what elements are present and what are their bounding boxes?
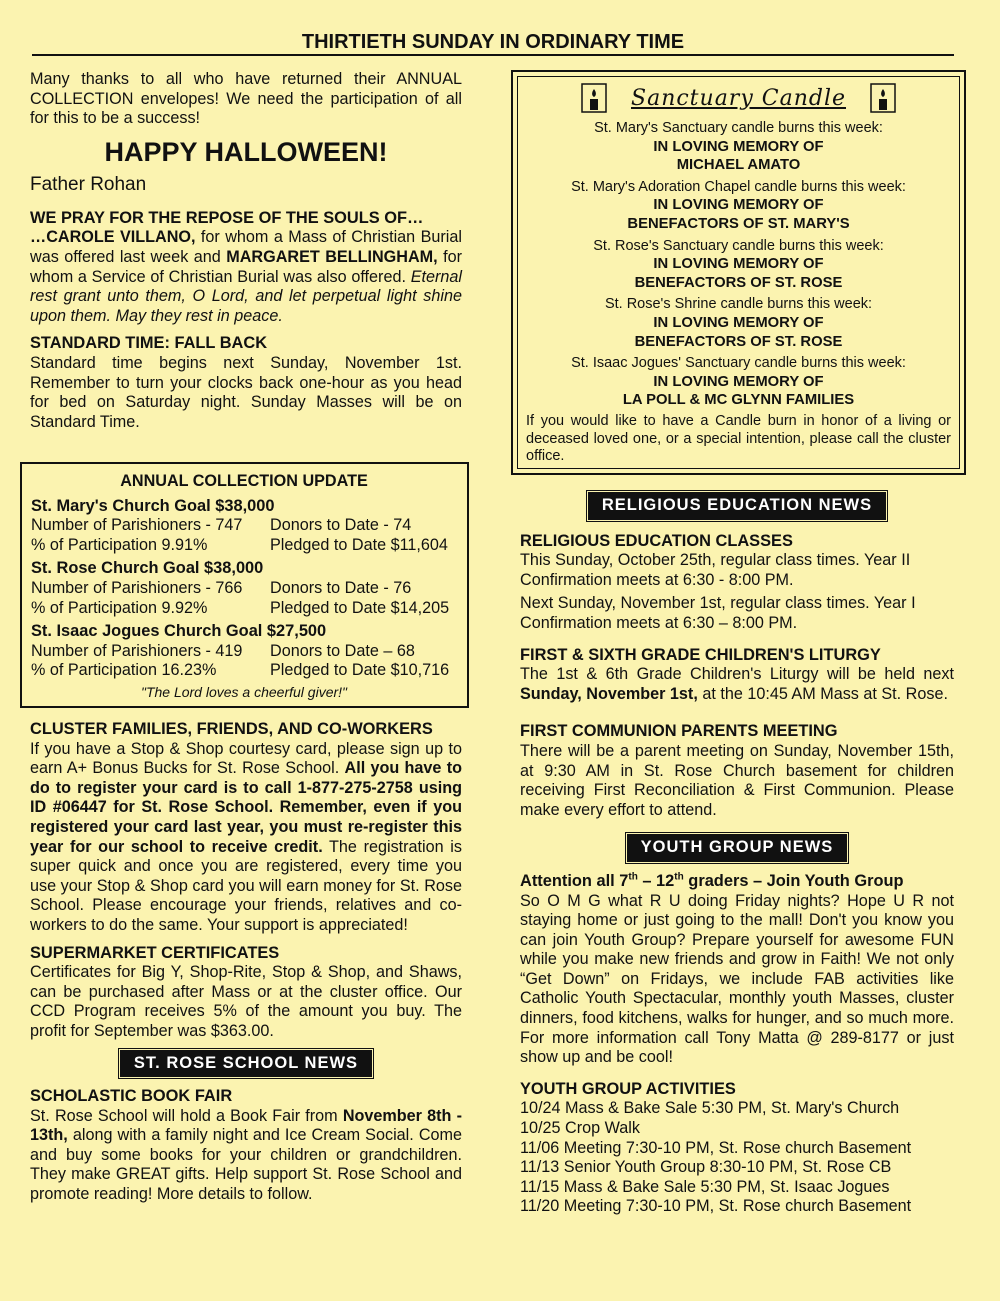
youth-heading <box>520 872 954 892</box>
candle-name: LA POLL & MC GLYNN FAMILIES <box>622 392 855 409</box>
candle-note: If you would like to have a Candle burn in honor of a living or deceased loved one, or a special intention, please call the cluster office. <box>526 412 951 465</box>
candle-line: St. Rose's Shrine candle burns this week: <box>604 296 873 313</box>
candle-icon <box>870 83 896 113</box>
book-fair-dates: November 8th - 13th, <box>30 1106 462 1145</box>
list-item: 11/15 Mass & Bake Sale 5:30 PM, St. Isaac Jogues <box>520 1177 890 1196</box>
church-goal: St. Rose Church Goal $38,000 <box>31 559 264 578</box>
candle-inner <box>517 76 960 469</box>
list-item: 11/13 Senior Youth Group 8:30-10 PM, St. Rose CB <box>520 1158 892 1177</box>
pledged: Pledged to Date $14,205 <box>270 598 450 617</box>
halloween-heading: HAPPY HALLOWEEN! <box>104 136 388 167</box>
youth-group-banner: YOUTH GROUP NEWS <box>627 834 848 862</box>
candle-entry <box>526 178 951 234</box>
candle-entry <box>526 295 951 351</box>
collection-church <box>31 497 457 556</box>
candle-memory: IN LOVING MEMORY OF <box>653 314 824 331</box>
candle-name: BENEFACTORS OF ST. MARY'S <box>627 215 850 232</box>
activities-list <box>520 1099 954 1217</box>
repose-body <box>30 228 462 326</box>
collection-heading: ANNUAL COLLECTION UPDATE <box>120 472 368 490</box>
candle-entry <box>526 237 951 293</box>
left-column-lower <box>30 720 462 1205</box>
cluster-text-2: The registration is super quick and once you are registered, every time you use your Stop & Shop card you will earn money for St. Rose School. Please encourage your friends, relatives and co-workers to do the same. Your support is appreciated! <box>30 837 462 934</box>
youth-heading-c: graders – Join Youth Group <box>683 871 904 890</box>
communion-body: There will be a parent meeting on Sunday, November 15th, at 9:30 AM in St. Rose Church basement for children receiving First Reconciliation & First Communion. Please make every effort to attend. <box>520 741 954 819</box>
liturgy-heading: FIRST & SIXTH GRADE CHILDREN'S LITURGY <box>520 645 881 664</box>
youth-heading-b: – 12 <box>637 871 675 890</box>
standard-time-body: Standard time begins next Sunday, November 1st. Remember to turn your clocks back one-hour as you head for bed on Saturday night. Sunday Masses will be on Standard Time. <box>30 353 462 431</box>
book-fair-heading: SCHOLASTIC BOOK FAIR <box>30 1087 233 1106</box>
youth-heading-a: Attention all 7 <box>520 871 629 890</box>
standard-time-heading: STANDARD TIME: FALL BACK <box>30 334 268 353</box>
repose-text-1: for whom a Mass of Christian Burial was offered last week and <box>30 228 462 266</box>
book-fair-body <box>30 1107 462 1205</box>
list-item: 11/06 Meeting 7:30-10 PM, St. Rose church Basement <box>520 1138 912 1157</box>
pledged: Pledged to Date $10,716 <box>270 661 450 680</box>
repose-name-1: …CAROLE VILLANO, <box>30 228 196 247</box>
supermarket-heading: SUPERMARKET CERTIFICATES <box>30 943 280 962</box>
parishioners: Number of Parishioners - 766 <box>31 578 243 597</box>
thanks-paragraph: Many thanks to all who have returned their ANNUAL COLLECTION envelopes! We need the participation of all for this to be a success! <box>30 70 462 128</box>
classes-p2: Next Sunday, November 1st, regular class times. Year I Confirmation meets at 6:30 – 8:00 PM. <box>520 594 916 632</box>
youth-body: So O M G what R U doing Friday nights? Hope U R not staying home or just going to the mall! Don't you know you can join Youth Group? Prepare yourself for awesome FUN while you make new friends and grow in Faith! We not only “Get Down” on Fridays, we include FAB activities like Catholic Youth Spectacular, monthly youth Masses, cluster dinners, food kitchens, walks for hunger, and so much more. For more information call Tony Matta @ 289-8177 or just show up and be cool! <box>520 891 954 1067</box>
candle-header <box>526 83 951 113</box>
candle-name: BENEFACTORS OF ST. ROSE <box>634 274 843 291</box>
annual-collection-box <box>20 462 469 708</box>
youth-sup-1: th <box>628 871 638 883</box>
candle-entry <box>526 119 951 175</box>
participation: % of Participation 16.23% <box>31 661 217 680</box>
liturgy-text-1: The 1st & 6th Grade Children's Liturgy will be held next <box>520 665 954 684</box>
participation: % of Participation 9.92% <box>31 598 208 617</box>
candle-memory: IN LOVING MEMORY OF <box>653 256 824 273</box>
repose-text-2: for whom a Service of Christian Burial was also offered. <box>30 247 463 286</box>
youth-sup-2: th <box>674 871 684 883</box>
church-goal: St. Isaac Jogues Church Goal $27,500 <box>31 622 327 641</box>
sanctuary-candle-box <box>511 70 966 475</box>
candle-line: St. Mary's Sanctuary candle burns this week: <box>594 120 883 136</box>
candle-memory: IN LOVING MEMORY OF <box>653 138 824 155</box>
donors: Donors to Date - 76 <box>270 578 412 597</box>
participation: % of Participation 9.91% <box>31 535 208 554</box>
communion-heading: FIRST COMMUNION PARENTS MEETING <box>520 722 838 741</box>
collection-church <box>31 622 457 681</box>
candle-memory: IN LOVING MEMORY OF <box>653 197 824 214</box>
page-title: THIRTIETH SUNDAY IN ORDINARY TIME <box>32 30 954 56</box>
list-item: 10/24 Mass & Bake Sale 5:30 PM, St. Mary's Church <box>520 1099 900 1118</box>
classes-p1: This Sunday, October 25th, regular class times. Year II Confirmation meets at 6:30 - 8:00 PM. <box>520 551 911 589</box>
candle-icon <box>581 83 607 113</box>
church-goal: St. Mary's Church Goal $38,000 <box>31 496 275 515</box>
signature: Father Rohan <box>30 173 147 195</box>
list-item: 11/20 Meeting 7:30-10 PM, St. Rose church Basement <box>520 1197 912 1216</box>
cluster-heading: CLUSTER FAMILIES, FRIENDS, AND CO-WORKERS <box>30 720 433 738</box>
parishioners: Number of Parishioners - 747 <box>31 516 243 535</box>
parishioners: Number of Parishioners - 419 <box>31 641 243 660</box>
supermarket-body: Certificates for Big Y, Shop-Rite, Stop & Shop, and Shaws, can be purchased after Mass or at the cluster office. Our CCD Program receives 5% of the amount you buy. The profit for September was $363.00. <box>30 963 462 1040</box>
liturgy-bold: Sunday, November 1st, <box>520 684 698 703</box>
candle-title: Sanctuary Candle <box>631 85 846 111</box>
activities-heading: YOUTH GROUP ACTIVITIES <box>520 1079 736 1098</box>
candle-memory: IN LOVING MEMORY OF <box>653 373 824 390</box>
left-column <box>30 70 462 432</box>
book-fair-text-2: along with a family night and Ice Cream Social. Come and buy some books for your children or grandchildren. They make GREAT gifts. Help support St. Rose School and promote reading! More details to follow. <box>30 1126 462 1204</box>
repose-heading: WE PRAY FOR THE REPOSE OF THE SOULS OF… <box>30 208 424 227</box>
repose-prayer: Eternal rest grant unto them, O Lord, and let perpetual light shine upon them. May they rest in peace. <box>30 267 462 325</box>
pledged: Pledged to Date $11,604 <box>270 535 448 554</box>
liturgy-text-2: at the 10:45 AM Mass at St. Rose. <box>697 684 948 703</box>
candle-entry <box>526 354 951 410</box>
donors: Donors to Date – 68 <box>270 641 415 660</box>
cluster-text-1: If you have a Stop & Shop courtesy card, please sign up to earn A+ Bonus Bucks for St. Rose School. <box>30 739 462 778</box>
classes-heading: RELIGIOUS EDUCATION CLASSES <box>520 531 793 550</box>
collection-church <box>31 559 457 618</box>
candle-line: St. Rose's Sanctuary candle burns this week: <box>593 237 884 254</box>
candle-name: BENEFACTORS OF ST. ROSE <box>634 333 843 350</box>
cluster-bold: All you have to do to register your card is to call 1-877-275-2758 using ID #06447 for St. Rose School. Remember, even if you registered your card last year, you must re-register this year for our school to receive credit. <box>30 759 462 856</box>
candle-line: St. Isaac Jogues' Sanctuary candle burns this week: <box>571 355 906 372</box>
right-column <box>520 492 954 1217</box>
repose-name-2: MARGARET BELLINGHAM, <box>226 247 438 266</box>
religious-education-banner: RELIGIOUS EDUCATION NEWS <box>588 492 886 520</box>
candle-name: MICHAEL AMATO <box>676 157 801 174</box>
cluster-body <box>30 740 462 936</box>
youth-banner-wrap <box>520 834 954 862</box>
donors: Donors to Date - 74 <box>270 516 412 535</box>
book-fair-text-1: St. Rose School will hold a Book Fair from <box>30 1106 343 1125</box>
religious-banner-wrap <box>520 492 954 520</box>
school-banner-wrap <box>30 1050 462 1078</box>
collection-quote: "The Lord loves a cheerful giver!" <box>140 683 348 700</box>
liturgy-body <box>520 665 954 704</box>
list-item: 10/25 Crop Walk <box>520 1119 640 1138</box>
candle-line: St. Mary's Adoration Chapel candle burns this week: <box>571 178 906 195</box>
school-news-banner: ST. ROSE SCHOOL NEWS <box>120 1050 372 1078</box>
